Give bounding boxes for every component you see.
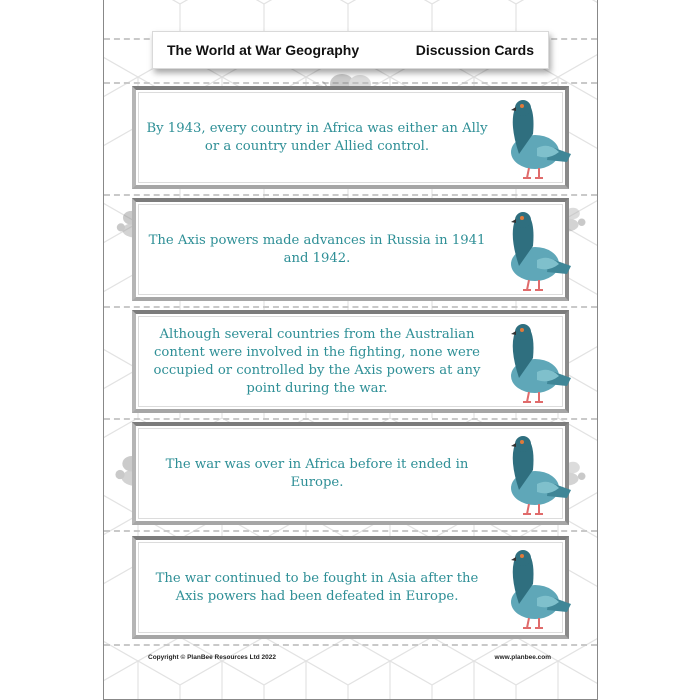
pigeon-icon	[489, 94, 571, 184]
discussion-card	[132, 86, 569, 189]
worksheet-page	[103, 0, 598, 700]
copyright-text: Copyright © PlanBee Resources Ltd 2022	[148, 654, 276, 661]
pigeon-icon	[489, 430, 571, 520]
worksheet-subtitle: Discussion Cards	[415, 42, 534, 58]
card-text: The Axis powers made advances in Russia in 1941 and 1942.	[148, 232, 486, 266]
discussion-card	[132, 310, 569, 413]
cut-line	[104, 644, 597, 646]
worksheet-title: The World at War Geography	[167, 42, 360, 58]
card-text: Although several countries from the Australian content were involved in the fighting, none were occupied or controlled by the Axis powers at any point during the war.	[153, 326, 481, 396]
cut-line	[104, 418, 597, 420]
cut-line	[104, 530, 597, 532]
website-link[interactable]: www.planbee.com	[494, 654, 551, 661]
cut-line	[104, 306, 597, 308]
cut-line	[104, 194, 597, 196]
pigeon-icon	[489, 544, 571, 634]
discussion-card	[132, 198, 569, 301]
card-text: The war was over in Africa before it ended in Europe.	[165, 456, 469, 490]
discussion-card	[132, 422, 569, 525]
pigeon-icon	[489, 318, 571, 408]
discussion-card	[132, 536, 569, 639]
card-text: The war continued to be fought in Asia after the Axis powers had been defeated in Europe.	[155, 570, 479, 604]
card-text: By 1943, every country in Africa was either an Ally or a country under Allied control.	[146, 120, 488, 154]
pigeon-icon	[489, 206, 571, 296]
worksheet-header	[152, 31, 549, 69]
